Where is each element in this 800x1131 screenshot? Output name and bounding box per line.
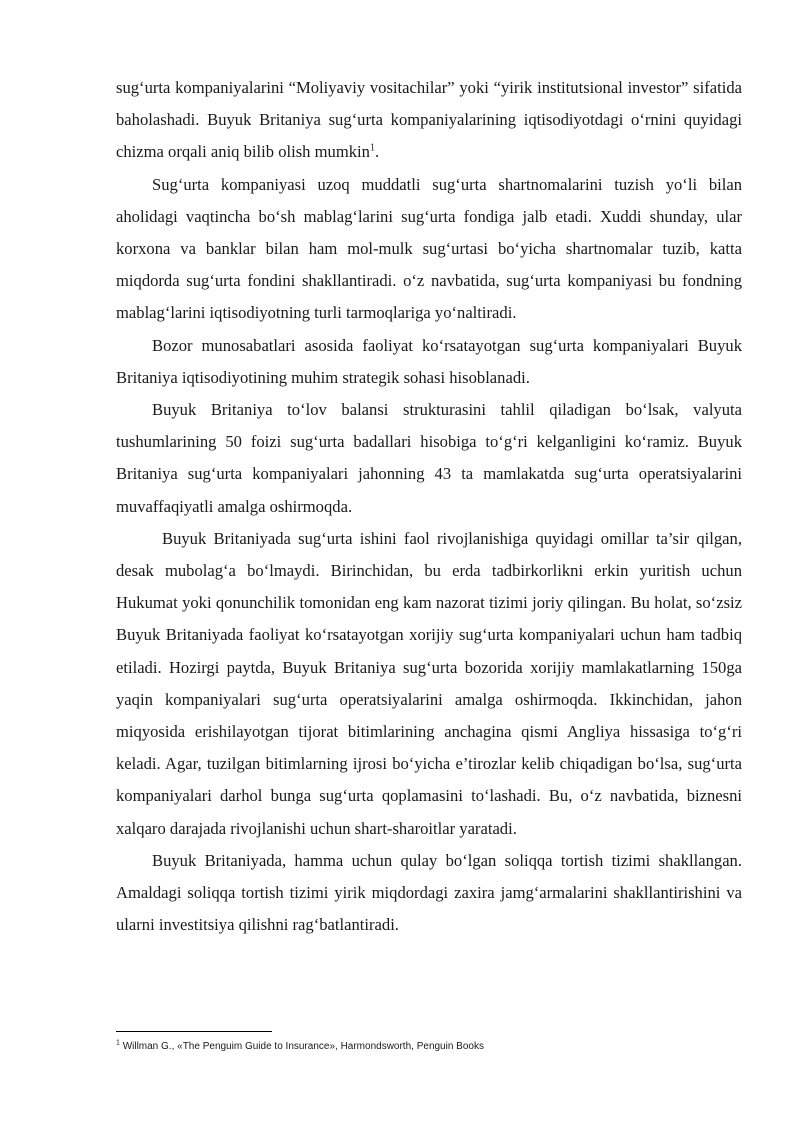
paragraph-3: Bozor munosabatlari asosida faoliyat ko‘rsatayotgan sug‘urta kompaniyalari Buyuk Britaniya iqtisodiyotining muhim strategik sohasi hisoblanadi. [116, 335, 742, 387]
footnote-text: Willman G., «The Penguim Guide to Insurance», Harmondsworth, Penguin Books [122, 1041, 484, 1052]
footnote-reference[interactable]: 1 [369, 142, 375, 154]
paragraph-text-end: . [374, 142, 380, 162]
footnote-number: 1 [116, 1039, 120, 1047]
paragraph-2: Sug‘urta kompaniyasi uzoq muddatli sug‘urta shartnomalarini tuzish yo‘li bilan aholidagi vaqtincha bo‘sh mablag‘larini sug‘urta fondiga jalb etadi. Xuddi shunday, ular korxona va banklar bilan ham mol-mulk sug‘urtasi bo‘yicha shartnomalar tuzib, katta miqdorda sug‘urta fondini shakllantiradi. o‘z navbatida, sug‘urta kompaniyasi bu fondning mablag‘larini iqtisodiyotning turli tarmoqlariga yo‘naltiradi. [116, 174, 742, 323]
footnote-separator [116, 1031, 272, 1032]
paragraph-text: sug‘urta kompaniyalarini “Moliyaviy vositachilar” yoki “yirik institutsional investor” sifatida baholashadi. Buyuk Britaniya sug‘urta kompaniyalarining iqtisodiyotdagi o‘rnini quyidagi chizma orqali aniq bilib olish mumkin [116, 78, 742, 162]
paragraph-5: Buyuk Britaniyada sug‘urta ishini faol rivojlanishiga quyidagi omillar ta’sir qilgan, desak mubolag‘a bo‘lmaydi. Birinchidan, bu erda tadbirkorlikni erkin yuritish uchun Hukumat yoki qonunchilik tomonidan eng kam nazorat tizimi joriy qilingan. Bu holat, so‘zsiz Buyuk Britaniyada faoliyat ko‘rsatayotgan xorijiy sug‘urta kompaniyalari uchun ham tadbiq etiladi. Hozirgi paytda, Buyuk Britaniya sug‘urta bozorida xorijiy mamlakatlarning 150ga yaqin kompaniyalari sug‘urta operatsiyalarini amalga oshirmoqda. Ikkinchidan, jahon miqyosida erishilayotgan tijorat bitimlarining anchagina qismi Angliya hissasiga to‘g‘ri keladi. Agar, tuzilgan bitimlarning ijrosi bo‘yicha e’tirozlar kelib chiqadigan bo‘lsa, sug‘urta kompaniyalari darhol bunga sug‘urta qoplamasini to‘lashadi. Bu, o‘z navbatida, biznesni xalqaro darajada rivojlanishi uchun shart-sharoitlar yaratadi. [116, 528, 742, 838]
body-text [116, 72, 742, 941]
paragraph-6: Buyuk Britaniyada, hamma uchun qulay bo‘lgan soliqqa tortish tizimi shakllangan. Amaldagi soliqqa tortish tizimi yirik miqdordagi zaxira jamg‘armalarini shakllantirishini va ularni investitsiya qilishni rag‘batlantiradi. [116, 850, 742, 935]
paragraph-4: Buyuk Britaniya to‘lov balansi strukturasini tahlil qiladigan bo‘lsak, valyuta tushumlarining 50 foizi sug‘urta badallari hisobiga to‘g‘ri kelganligini ko‘ramiz. Buyuk Britaniya sug‘urta kompaniyalari jahonning 43 ta mamlakatda sug‘urta operatsiyalarini muvaffaqiyatli amalga oshirmoqda. [116, 400, 742, 516]
paragraph-1 [116, 72, 742, 169]
footnote [116, 1040, 742, 1054]
